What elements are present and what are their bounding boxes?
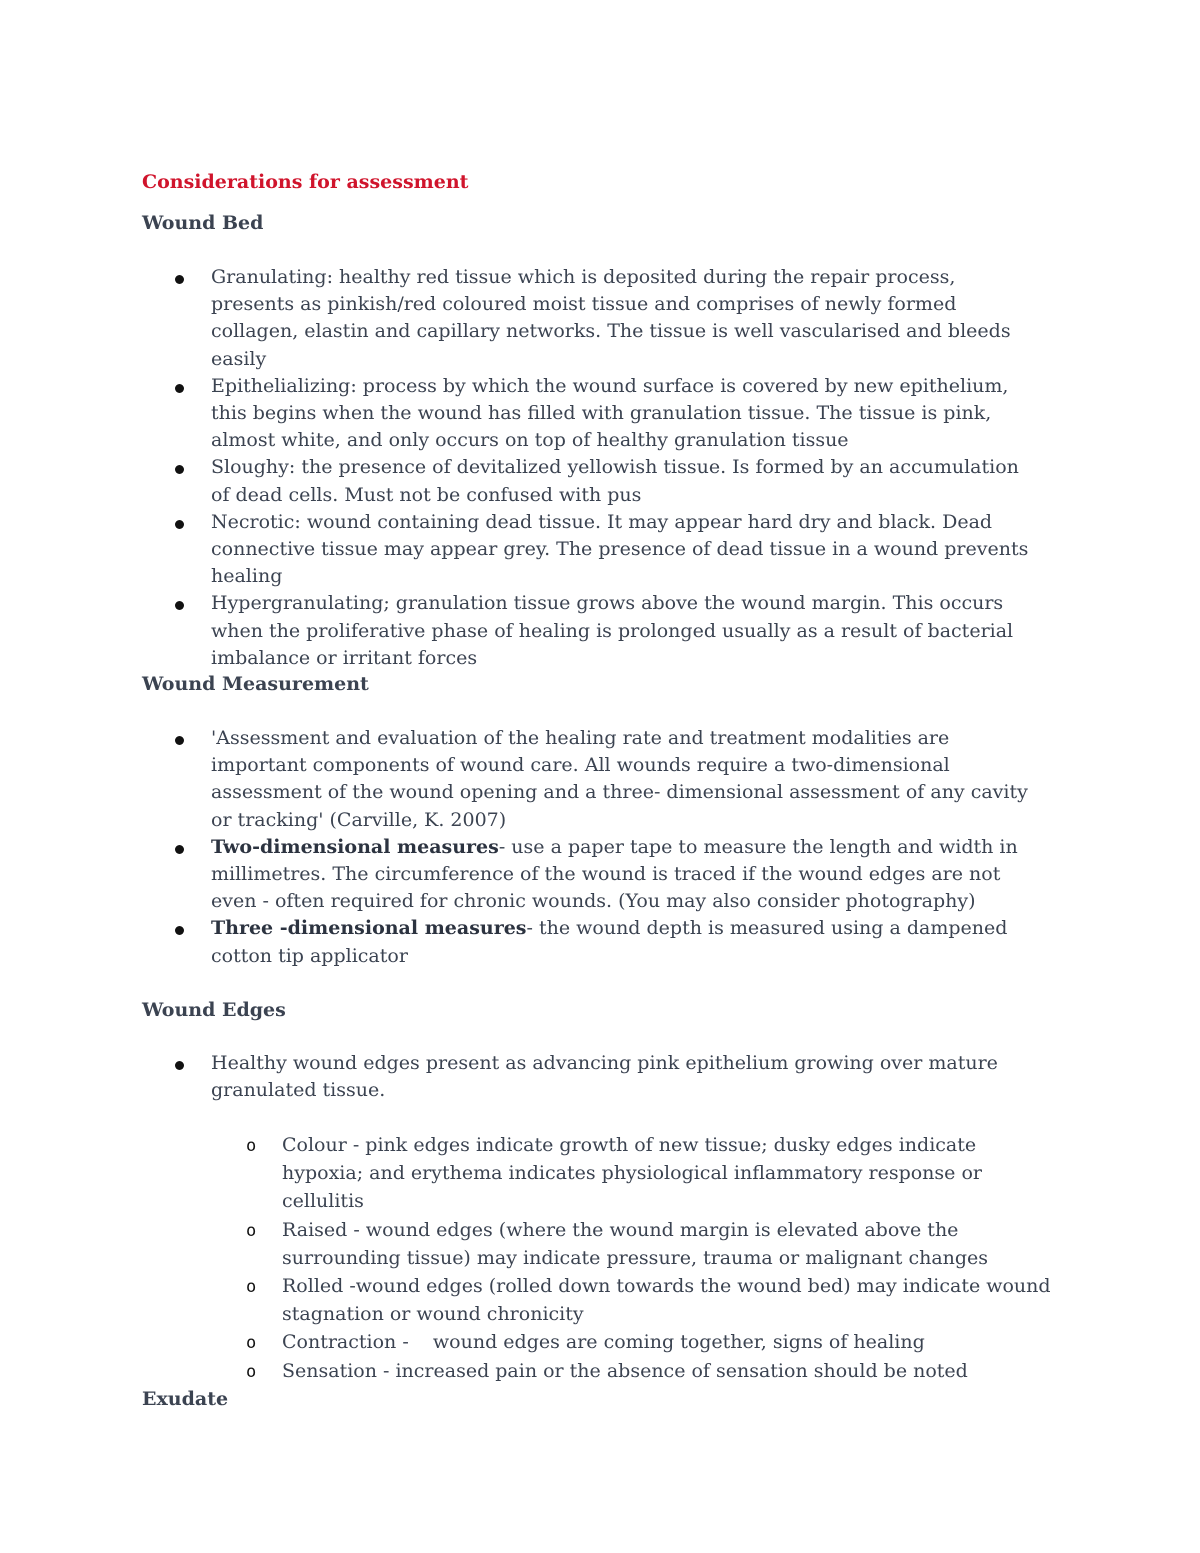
wound-measurement-list bbox=[0, 725, 1041, 970]
sub-list-item bbox=[0, 1131, 1052, 1216]
list-item-text: Granulating: healthy red tissue which is deposited during the repair process, presents as pinkish/red coloured moist tissue and comprises of newly formed collagen, elastin and capillary networks. The tissue is well vascularised and bleeds easily bbox=[211, 266, 1011, 370]
sub-list-item-text: Sensation - increased pain or the absence of sensation should be noted bbox=[282, 1359, 968, 1382]
list-item-bold-term: Two-dimensional measures bbox=[211, 835, 499, 858]
list-item-text: - the wound depth is measured using a dampened cotton tip applicator bbox=[211, 917, 1008, 967]
bullet-icon bbox=[175, 736, 184, 745]
list-item-text: Hypergranulating; granulation tissue grows above the wound margin. This occurs when the proliferative phase of healing is prolonged usually as a result of bacterial imbalance or irritant forces bbox=[211, 592, 1014, 669]
list-item bbox=[0, 915, 1041, 969]
heading-wound-measurement: Wound Measurement bbox=[142, 673, 369, 695]
list-item bbox=[0, 454, 1041, 508]
bullet-icon bbox=[175, 845, 184, 854]
sub-list-item bbox=[0, 1216, 1052, 1272]
list-item-text: Necrotic: wound containing dead tissue. It may appear hard dry and black. Dead connective tissue may appear grey. The presence of dead tissue in a wound prevents healing bbox=[211, 510, 1029, 588]
circle-bullet-icon: o bbox=[246, 1136, 257, 1156]
list-item bbox=[0, 590, 1041, 672]
list-item bbox=[0, 834, 1041, 916]
list-item bbox=[0, 1050, 1041, 1104]
list-item-bold-term: Three -dimensional measures bbox=[211, 917, 527, 940]
list-item-text: Healthy wound edges present as advancing pink epithelium growing over mature granulated tissue. bbox=[211, 1052, 998, 1102]
wound-bed-list bbox=[0, 264, 1041, 672]
wound-edges-list bbox=[0, 1050, 1041, 1104]
circle-bullet-icon: o bbox=[246, 1361, 257, 1382]
wound-edges-sublist bbox=[0, 1131, 1052, 1385]
sub-list-item-text: Colour - pink edges indicate growth of new tissue; dusky edges indicate hypoxia; and erythema indicates physiological inflammatory response or cellulitis bbox=[282, 1134, 982, 1213]
bullet-icon bbox=[175, 275, 184, 284]
sub-list-item-text: Contraction - wound edges are coming together, signs of healing bbox=[282, 1331, 925, 1354]
sub-list-item-text: Rolled -wound edges (rolled down towards the wound bed) may indicate wound stagnation or wound chronicity bbox=[282, 1275, 1051, 1326]
page-title: Considerations for assessment bbox=[142, 171, 469, 193]
circle-bullet-icon: o bbox=[246, 1220, 257, 1241]
sub-list-item bbox=[0, 1357, 1052, 1385]
heading-wound-edges: Wound Edges bbox=[142, 999, 286, 1021]
list-item bbox=[0, 509, 1041, 591]
bullet-icon bbox=[175, 1061, 184, 1070]
list-item bbox=[0, 264, 1041, 373]
list-item-text: Epithelializing: process by which the wound surface is covered by new epithelium, this begins when the wound has filled with granulation tissue. The tissue is pink, almost white, and only occurs on top of healthy granulation tissue bbox=[211, 374, 1009, 452]
heading-wound-bed: Wound Bed bbox=[142, 212, 264, 234]
sub-list-item bbox=[0, 1272, 1052, 1328]
heading-exudate: Exudate bbox=[142, 1388, 229, 1410]
list-item bbox=[0, 725, 1041, 834]
sub-list-item bbox=[0, 1328, 1052, 1356]
bullet-icon bbox=[175, 384, 184, 393]
bullet-icon bbox=[175, 465, 184, 474]
circle-bullet-icon: o bbox=[246, 1277, 257, 1298]
list-item-text: 'Assessment and evaluation of the healing rate and treatment modalities are important components of wound care. All wounds require a two-dimensional assessment of the wound opening and a three- dimensional assessment of any cavity or tracking' (Carville, K. 2007) bbox=[211, 727, 1028, 831]
sub-list-item-text: Raised - wound edges (where the wound margin is elevated above the surrounding tissue) may indicate pressure, trauma or malignant changes bbox=[282, 1218, 989, 1269]
list-item bbox=[0, 373, 1041, 455]
list-item-text: Sloughy: the presence of devitalized yellowish tissue. Is formed by an accumulation of dead cells. Must not be confused with pus bbox=[211, 456, 1019, 506]
bullet-icon bbox=[175, 520, 184, 529]
circle-bullet-icon: o bbox=[246, 1333, 257, 1354]
bullet-icon bbox=[175, 926, 184, 935]
list-item-text: - use a paper tape to measure the length and width in millimetres. The circumference of the wound is traced if the wound edges are not even - often required for chronic wounds. (You may also consider photography) bbox=[211, 835, 1018, 913]
bullet-icon bbox=[175, 601, 184, 610]
